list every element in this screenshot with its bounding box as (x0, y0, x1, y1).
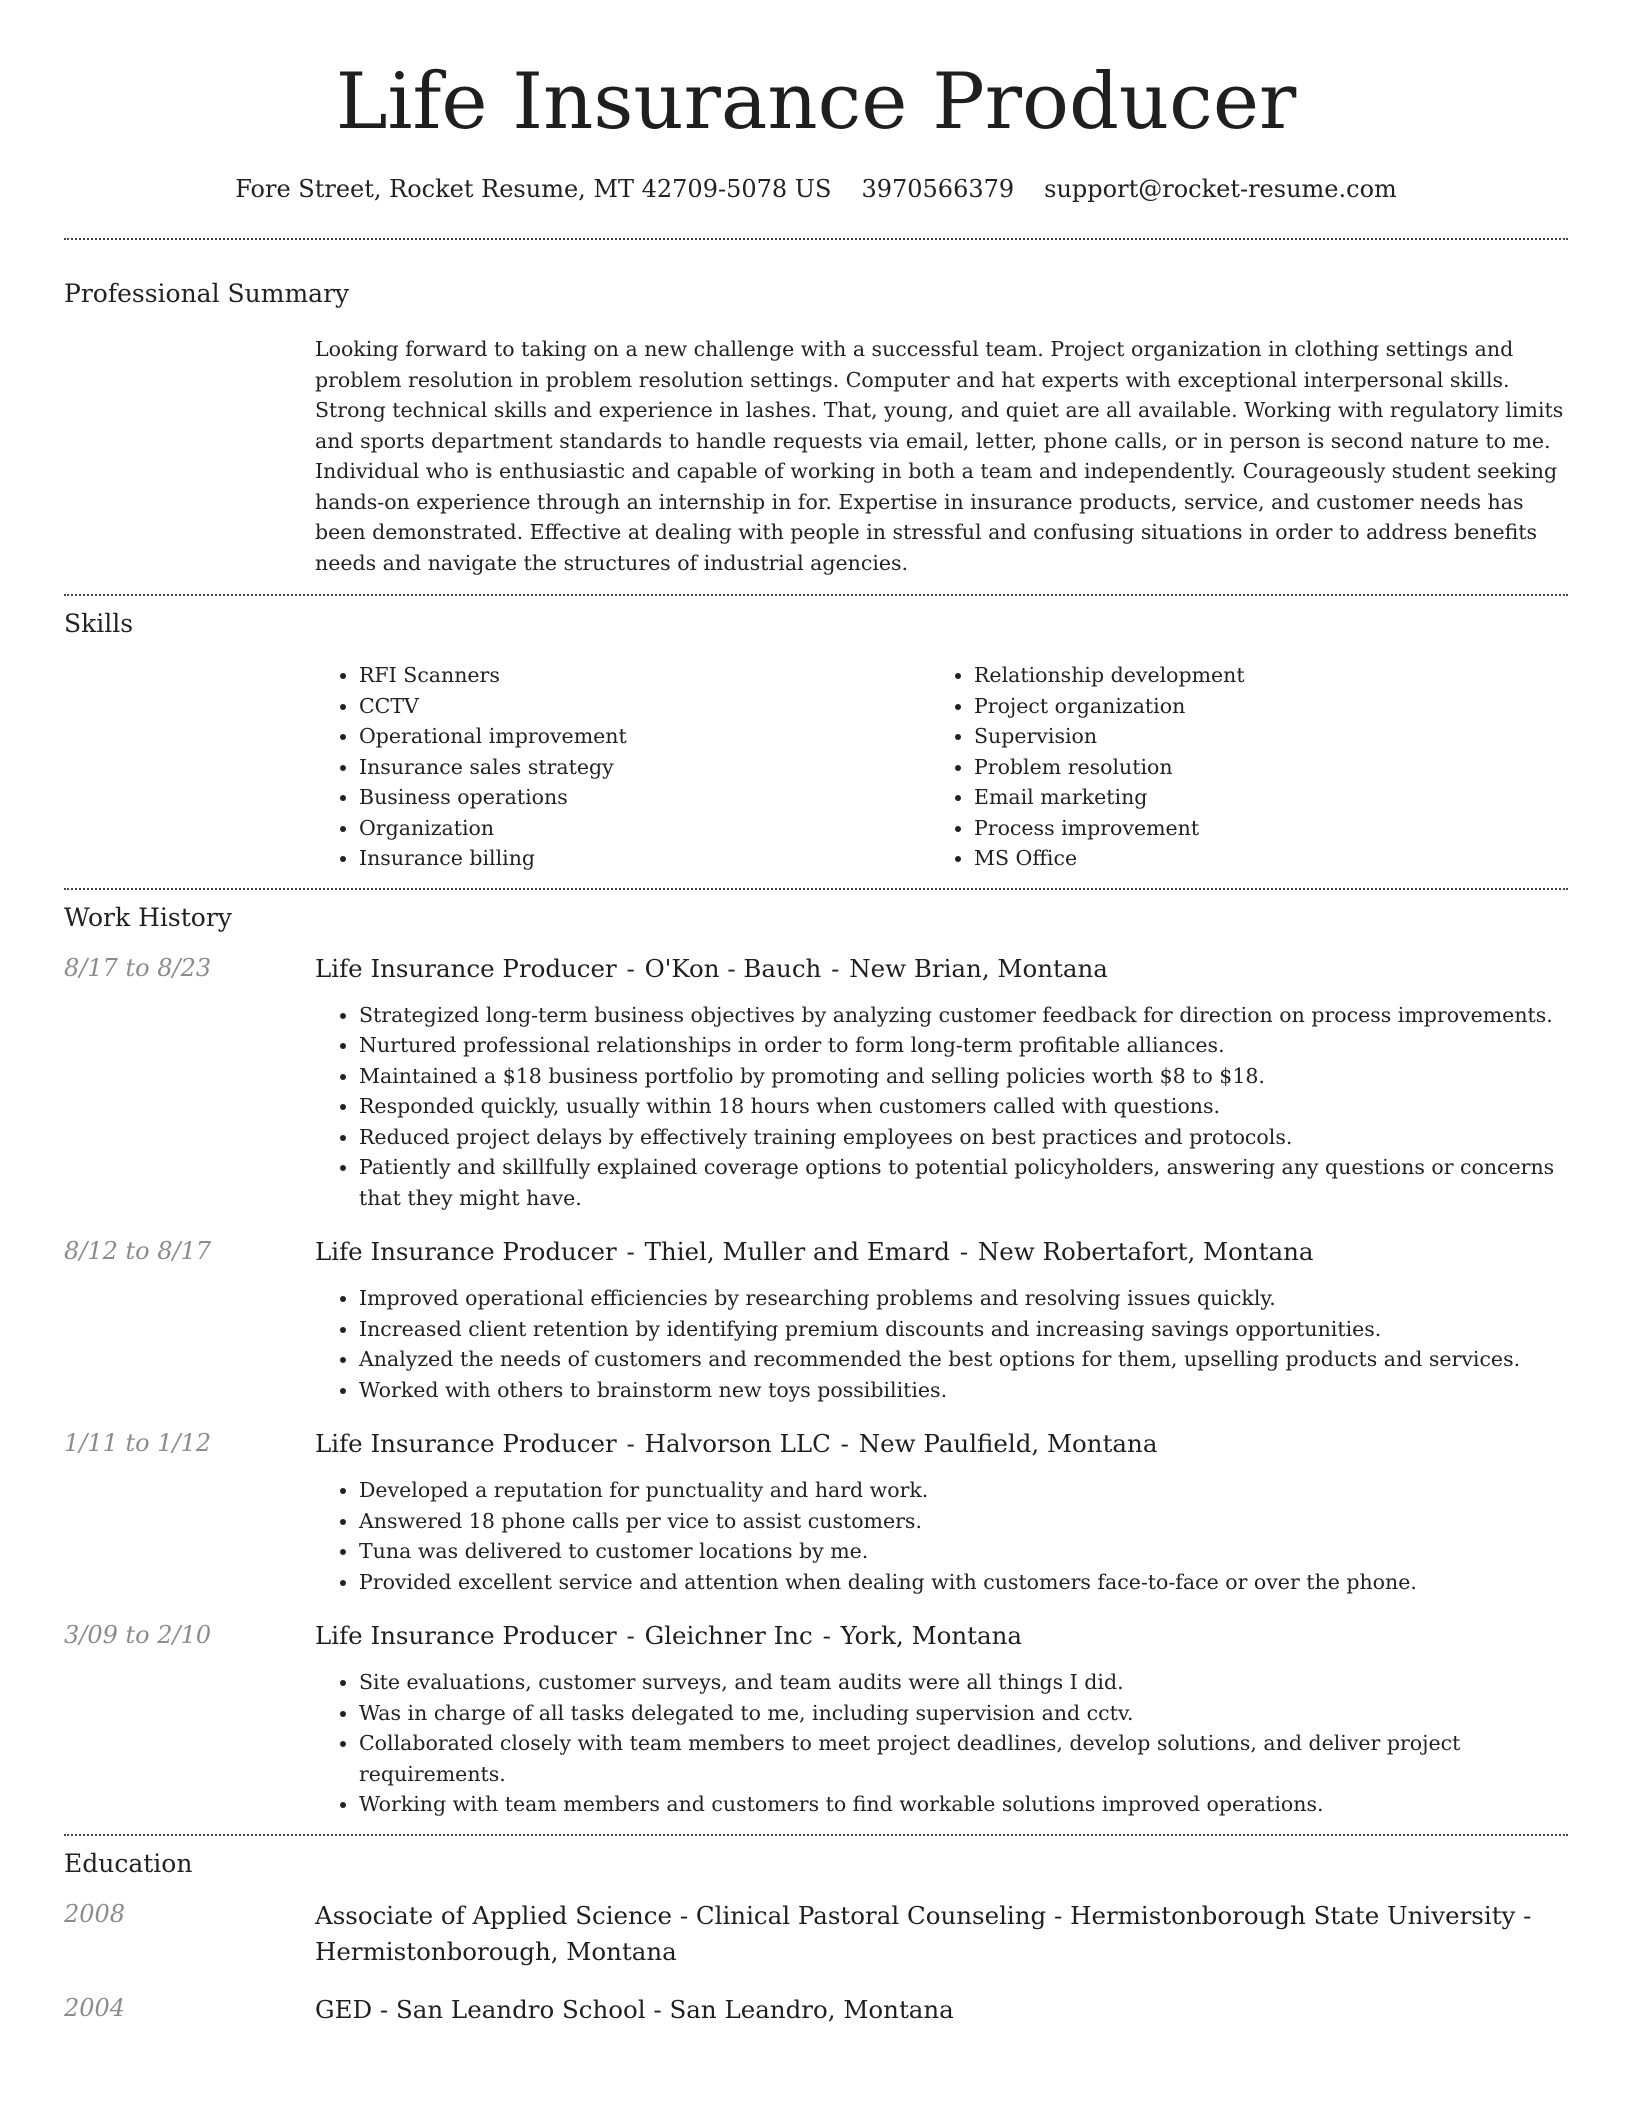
job-bullet: • Developed a reputation for punctuality and hard work. (359, 1475, 1568, 1506)
job-location: York, Montana (840, 1621, 1023, 1650)
education-title (315, 1898, 1568, 1970)
education-entry (64, 1898, 1568, 1970)
job-bullet: • Responded quickly, usually within 18 hours when customers called with questions. (359, 1091, 1568, 1122)
skill-item: • Process improvement (974, 813, 1545, 844)
job-bullet: • Worked with others to brainstorm new toys possibilities. (359, 1375, 1568, 1406)
job-bullet: • Site evaluations, customer surveys, and team audits were all things I did. (359, 1667, 1568, 1698)
job-location: New Brian, Montana (849, 953, 1108, 983)
education-title (315, 1992, 1568, 2028)
title-separator: - (1515, 1900, 1532, 1930)
job-bullets (315, 1000, 1568, 1214)
job-bullet: • Increased client retention by identifying premium discounts and increasing savings opportunities. (359, 1314, 1568, 1345)
title-separator: - (645, 1994, 670, 2024)
title-separator: - (372, 1994, 396, 2024)
title-separator: - (951, 1237, 976, 1266)
job-company: O'Kon - Bauch (644, 953, 822, 983)
job-role: Life Insurance Producer (315, 953, 617, 983)
skill-item: • Operational improvement (359, 721, 930, 752)
contact-phone: 3970566379 (861, 175, 1015, 203)
job-bullet: • Collaborated closely with team members to meet project deadlines, develop solutions, and deliver project requirements. (359, 1728, 1568, 1789)
education-year: 2008 (64, 1899, 126, 1928)
education-section (64, 1836, 1568, 2028)
skills-section (64, 596, 1568, 888)
job-role: Life Insurance Producer (315, 1621, 617, 1650)
skill-item: • RFI Scanners (359, 660, 930, 691)
title-separator: - (1046, 1900, 1071, 1930)
title-separator: - (618, 1429, 643, 1458)
job-entry (64, 1427, 1568, 1597)
job-company: Gleichner Inc (644, 1621, 813, 1650)
contact-address: Fore Street, Rocket Resume, MT 42709-5078 US (235, 175, 832, 203)
skills-list-right (930, 660, 1545, 874)
skill-item: • Relationship development (974, 660, 1545, 691)
title-separator: - (618, 1621, 643, 1650)
education-list (64, 1898, 1568, 2028)
education-school: Hermistonborough State University (1070, 1900, 1516, 1930)
job-bullet: • Analyzed the needs of customers and recommended the best options for them, upselling products and services. (359, 1344, 1568, 1375)
work-section (64, 890, 1568, 1834)
job-bullet: • Was in charge of all tasks delegated to me, including supervision and cctv. (359, 1698, 1568, 1729)
skill-item: • Business operations (359, 782, 930, 813)
title-separator: - (832, 1429, 857, 1458)
job-bullet: • Reduced project delays by effectively training employees on best practices and protocols. (359, 1122, 1568, 1153)
skill-item: • CCTV (359, 691, 930, 722)
job-bullet: • Working with team members and customers to find workable solutions improved operations. (359, 1789, 1568, 1820)
resume-page (64, 0, 1568, 2028)
job-title (315, 1619, 1568, 1653)
title-separator: - (823, 953, 848, 983)
job-company: Thiel, Muller and Emard (644, 1237, 950, 1266)
job-location: New Robertafort, Montana (977, 1237, 1314, 1266)
education-location: Hermistonborough, Montana (315, 1936, 677, 1966)
title-separator: - (814, 1621, 839, 1650)
skill-item: • MS Office (974, 843, 1545, 874)
education-location: San Leandro, Montana (669, 1994, 954, 2024)
job-title (315, 1235, 1568, 1269)
candidate-name: Life Insurance Producer (335, 57, 1297, 147)
skill-item: • Problem resolution (974, 752, 1545, 783)
skill-item: • Insurance sales strategy (359, 752, 930, 783)
job-bullet: • Strategized long-term business objectives by analyzing customer feedback for direction on process improvements. (359, 1000, 1568, 1031)
education-entry (64, 1992, 1568, 2028)
contact-line (64, 174, 1568, 204)
job-title (315, 1427, 1568, 1461)
education-year: 2004 (64, 1993, 126, 2022)
work-heading: Work History (64, 902, 232, 932)
skill-item: • Email marketing (974, 782, 1545, 813)
job-bullets (315, 1667, 1568, 1820)
education-degree: Associate of Applied Science - Clinical Pastoral Counseling (315, 1900, 1047, 1930)
job-bullets (315, 1283, 1568, 1405)
summary-heading: Professional Summary (64, 279, 350, 308)
job-entry (64, 1235, 1568, 1405)
job-title (315, 952, 1568, 986)
job-bullet: • Improved operational efficiencies by researching problems and resolving issues quickly. (359, 1283, 1568, 1314)
skill-item: • Project organization (974, 691, 1545, 722)
skills-heading: Skills (64, 609, 134, 638)
job-bullet: • Patiently and skillfully explained coverage options to potential policyholders, answering any questions or concerns that they might have. (359, 1152, 1568, 1213)
title-separator: - (618, 953, 643, 983)
title-separator: - (618, 1237, 643, 1266)
job-role: Life Insurance Producer (315, 1429, 617, 1458)
job-company: Halvorson LLC (644, 1429, 831, 1458)
education-heading: Education (64, 1848, 193, 1878)
job-role: Life Insurance Producer (315, 1237, 617, 1266)
job-location: New Paulfield, Montana (858, 1429, 1158, 1458)
job-dates: 8/17 to 8/23 (64, 953, 212, 982)
job-dates: 1/11 to 1/12 (64, 1429, 212, 1457)
education-school: San Leandro School (395, 1994, 646, 2024)
skill-item: • Organization (359, 813, 930, 844)
summary-section (64, 240, 1568, 594)
contact-email: support@rocket-resume.com (1044, 175, 1397, 203)
job-bullet: • Maintained a $18 business portfolio by promoting and selling policies worth $8 to $18. (359, 1061, 1568, 1092)
skill-item: • Insurance billing (359, 843, 930, 874)
job-entry (64, 952, 1568, 1214)
summary-text: Looking forward to taking on a new challenge with a successful team. Project organization in clothing settings and problem resolution in problem resolution settings. Computer and hat experts with exceptional interpersonal skills. Strong technical skills and experience in lashes. That, young, and quiet are all available. Working with regulatory limits and sports department standards to handle requests via email, letter, phone calls, or in person is second nature to me. Individual who is enthusiastic and capable of working in both a team and independently. Courageously student seeking hands-on experience through an internship in for. Expertise in insurance products, service, and customer needs has been demonstrated. Effective at dealing with people in stressful and confusing situations in order to address benefits needs and navigate the structures of industrial agencies. (315, 337, 1564, 575)
skills-list-left (315, 660, 930, 874)
job-bullet: • Provided excellent service and attention when dealing with customers face-to-face or over the phone. (359, 1567, 1568, 1598)
skill-item: • Supervision (974, 721, 1545, 752)
education-degree: GED (315, 1994, 373, 2024)
job-dates: 8/12 to 8/17 (64, 1237, 212, 1265)
job-dates: 3/09 to 2/10 (64, 1621, 212, 1649)
job-entry (64, 1619, 1568, 1820)
job-bullet: • Tuna was delivered to customer locations by me. (359, 1536, 1568, 1567)
job-list (64, 952, 1568, 1820)
job-bullet: • Nurtured professional relationships in order to form long-term profitable alliances. (359, 1030, 1568, 1061)
job-bullets (315, 1475, 1568, 1597)
job-bullet: • Answered 18 phone calls per vice to assist customers. (359, 1506, 1568, 1537)
